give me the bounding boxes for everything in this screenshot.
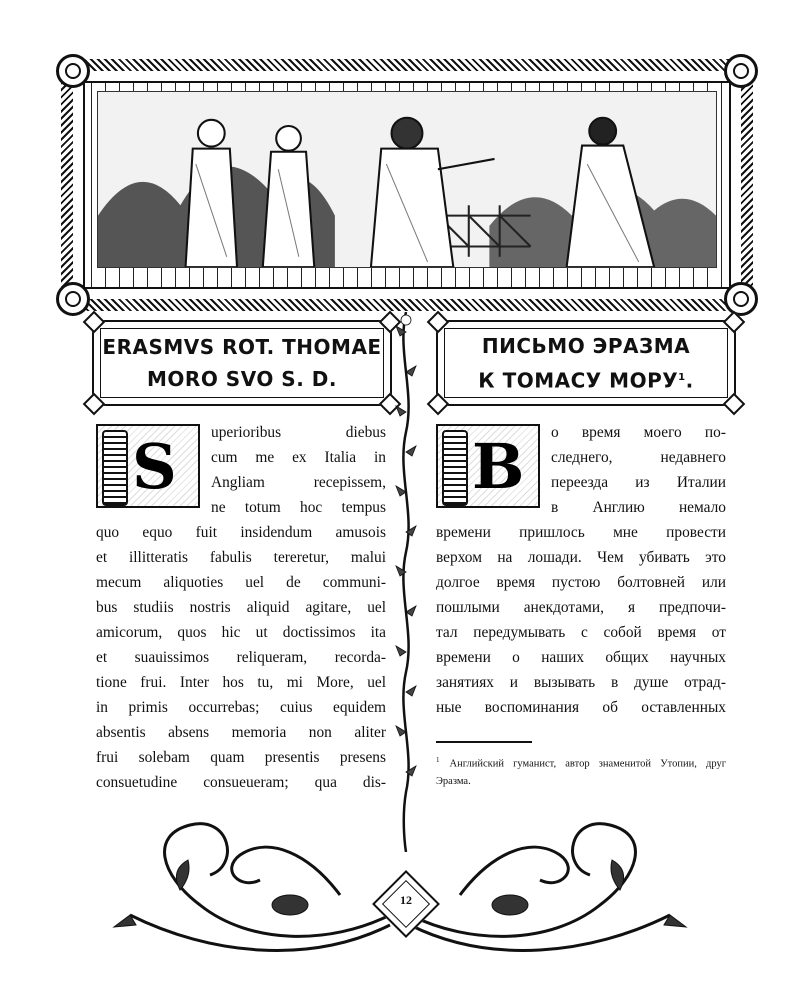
footnote-number: 1 (436, 756, 440, 764)
header-illustration-frame (70, 68, 744, 302)
page-number: 12 (400, 893, 412, 907)
text-line: верхом на лошади. Чем убивать это (436, 549, 726, 566)
text-line: долгое время пустою болтовней или (436, 574, 726, 591)
text-line: cum me ex Italia in (211, 449, 386, 466)
russian-title-plaque (436, 320, 736, 406)
text-line: занятиях и вызывать в душе отрад- (436, 674, 726, 691)
text-line: consuetudine consueueram; qua dis- (96, 774, 386, 791)
text-line: ne totum hoc tempus (211, 499, 386, 516)
footnote-rule (436, 741, 532, 743)
footnote-text: Английский гуманист, автор знаменитой Утопии, друг Эразма. (436, 758, 726, 787)
text-line: in primis occurrebas; cuius equidem (96, 699, 386, 716)
vine-divider-icon (393, 312, 419, 852)
latin-title-line-2: MORO SVO S. D. (147, 367, 337, 391)
text-line: et suauissimos reliqueram, recorda- (96, 649, 386, 666)
footnote-marker[interactable]: 1 (678, 371, 686, 383)
text-line: mecum aliquoties uel de communi- (96, 574, 386, 591)
text-line: frui solebam quam presentis presens (96, 749, 386, 766)
text-line: Angliam recepissem, (211, 474, 386, 491)
dropcap-letter: В (472, 430, 525, 503)
celtic-border-left (61, 71, 73, 299)
text-line: переезда из Италии (551, 474, 726, 491)
text-line: quo equo fuit insidendum amusois (96, 524, 386, 541)
engraving-four-figures-in-garden (97, 91, 717, 268)
dropcap-letter: S (132, 430, 177, 503)
text-line: uperioribus diebus (211, 424, 386, 441)
latin-title-line-1: ERASMVS ROT. THOMAE (102, 335, 382, 359)
celtic-border-bottom (73, 299, 741, 311)
footnote (436, 752, 726, 790)
text-line: в Англию немало (551, 499, 726, 516)
latin-title (102, 331, 381, 395)
russian-title (478, 330, 693, 397)
text-line: amicorum, quos hic ut doctissimos ita (96, 624, 386, 641)
illuminated-initial-v (436, 424, 540, 508)
text-line: absentis absens memoria non aliter (96, 724, 386, 741)
latin-title-plaque (92, 320, 392, 406)
russian-title-line-2: К ТОМАСУ МОРУ$^1$. (478, 368, 694, 393)
text-line: et illitteratis fabulis tereretur, malui (96, 549, 386, 566)
illuminated-initial-s (96, 424, 200, 508)
text-line: пошлыми анекдотами, я предпочи- (436, 599, 726, 616)
text-line: о время моего по- (551, 424, 726, 441)
celtic-border-top (73, 59, 741, 71)
text-line: ные воспоминания об оставленных (436, 699, 726, 716)
latin-text-column (96, 420, 386, 795)
text-line: следнего, недавнего (551, 449, 726, 466)
russian-title-line-1: ПИСЬМО ЭРАЗМА (481, 333, 691, 358)
text-line: tione frui. Inter hos tu, mi More, uel (96, 674, 386, 691)
text-line: bus studiis nostris aliquid agitare, uel (96, 599, 386, 616)
text-line: времени о наших общих научных (436, 649, 726, 666)
celtic-border-right (741, 71, 753, 299)
text-line: времени пришлось мне провести (436, 524, 726, 541)
text-line: тал передумывать с собой время от (436, 624, 726, 641)
russian-text-column (436, 420, 726, 720)
